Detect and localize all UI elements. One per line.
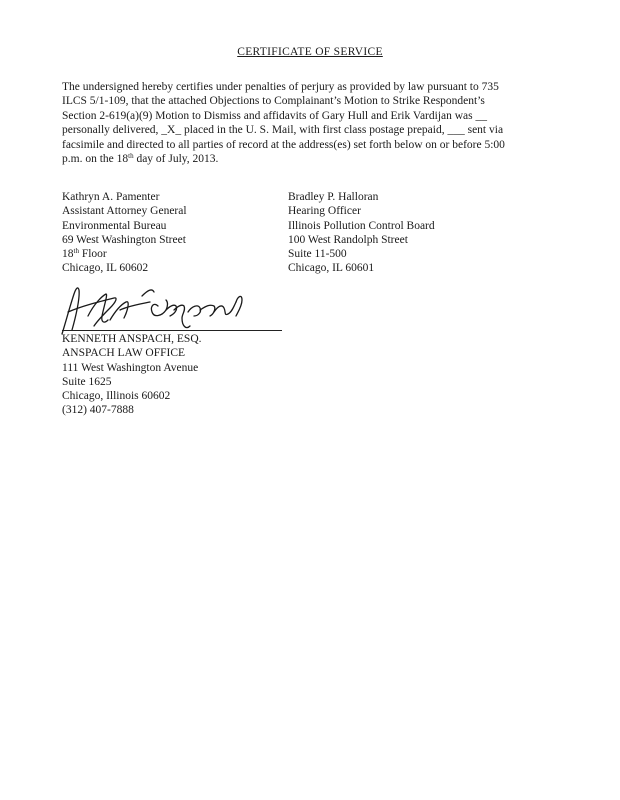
floor-number: 18 <box>62 248 74 261</box>
recipient-floor <box>62 247 187 261</box>
signatory-block <box>62 332 202 418</box>
paragraph-line: facsimile and directed to all parties of record at the address(es) set forth below on or before 5:00 <box>62 138 505 151</box>
certification-paragraph <box>62 80 552 166</box>
recipient-suite: Suite 11-500 <box>288 248 347 261</box>
paragraph-line: The undersigned hereby certifies under penalties of perjury as provided by law pursuant to 735 <box>62 81 499 93</box>
date-text-post: day of July, 2013. <box>133 153 219 166</box>
certificate-title: CERTIFICATE OF SERVICE <box>237 46 383 58</box>
signatory-firm: ANSPACH LAW OFFICE <box>62 347 186 360</box>
recipient-street: 69 West Washington Street <box>62 233 186 246</box>
date-text-pre: p.m. on the 18 <box>62 153 129 166</box>
recipient-department: Environmental Bureau <box>62 219 167 232</box>
recipient-name: Kathryn A. Pamenter <box>62 191 160 203</box>
signatory-city: Chicago, Illinois 60602 <box>62 390 171 403</box>
date-ordinal-suffix: th <box>128 152 134 161</box>
recipient-organization: Illinois Pollution Control Board <box>288 219 435 232</box>
floor-label: Floor <box>78 248 107 261</box>
recipient-title: Hearing Officer <box>288 205 361 218</box>
recipient-title: Assistant Attorney General <box>62 205 187 218</box>
signatory-phone: (312) 407-7888 <box>62 404 134 417</box>
signatory-name: KENNETH ANSPACH, ESQ. <box>62 333 202 345</box>
signatory-street: 111 West Washington Avenue <box>62 361 199 374</box>
paragraph-line: Section 2-619(a)(9) Motion to Dismiss and affidavits of Gary Hull and Erik Vardijan was __ <box>62 109 488 122</box>
recipient-address-right <box>288 190 435 276</box>
recipient-name: Bradley P. Halloran <box>288 191 379 203</box>
recipient-address-left <box>62 190 187 276</box>
recipient-street: 100 West Randolph Street <box>288 233 408 246</box>
signatory-suite: Suite 1625 <box>62 375 112 388</box>
recipient-city: Chicago, IL 60602 <box>62 262 149 275</box>
signature-line <box>62 330 282 331</box>
floor-ordinal-suffix: th <box>73 247 79 256</box>
paragraph-line: personally delivered, _X_ placed in the U. S. Mail, with first class postage prepaid, ___ sent via <box>62 124 504 137</box>
recipient-city: Chicago, IL 60601 <box>288 262 375 275</box>
paragraph-line <box>62 152 552 166</box>
handwritten-signature <box>58 276 283 336</box>
paragraph-line: ILCS 5/1-109, that the attached Objections to Complainant’s Motion to Strike Respondent’s <box>62 95 485 108</box>
